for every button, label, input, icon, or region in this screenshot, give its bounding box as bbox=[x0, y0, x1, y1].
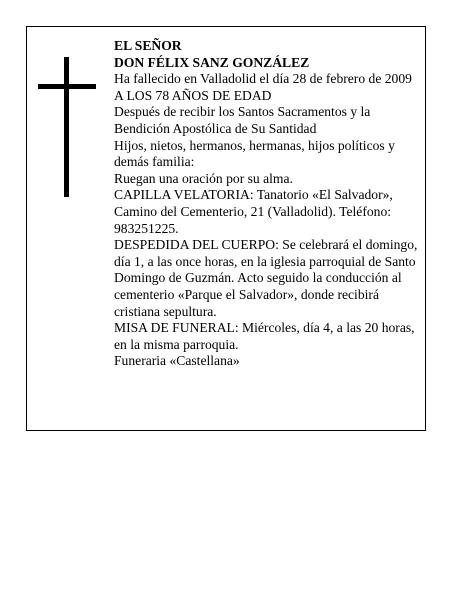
funeral-home-line: Funeraria «Castellana» bbox=[114, 353, 240, 369]
farewell-line: DESPEDIDA DEL CUERPO: Se celebrará el domingo, día 1, a las once horas, en la iglesia parroquial de Santo Domingo de Guzmán. Acto seguido la conducción al cementerio «Parque el Salvador», donde recibirá cristiana sepultura. bbox=[114, 237, 418, 319]
family-line: Hijos, nietos, hermanos, hermanas, hijos políticos y demás familia: bbox=[114, 137, 395, 170]
cross-horizontal-bar bbox=[38, 84, 96, 89]
wake-chapel-line: CAPILLA VELATORIA: Tanatorio «El Salvador», Camino del Cementerio, 21 (Valladolid). Teléfono: 983251225. bbox=[114, 187, 393, 236]
sacraments-line: Después de recibir los Santos Sacramentos y la Bendición Apostólica de Su Santidad bbox=[114, 104, 371, 136]
cross-vertical-bar bbox=[64, 57, 69, 197]
death-date-line: Ha fallecido en Valladolid el día 28 de febrero de 2009 bbox=[114, 71, 412, 87]
prayer-request-line: Ruegan una oración por su alma. bbox=[114, 170, 293, 186]
funeral-mass-line: MISA DE FUNERAL: Miércoles, día 4, a las 20 horas, en la misma parroquia. bbox=[114, 320, 415, 352]
obituary-text-block bbox=[114, 38, 424, 370]
notice-title: EL SEÑOR bbox=[114, 38, 182, 53]
deceased-name: DON FÉLIX SANZ GONZÁLEZ bbox=[114, 54, 310, 70]
age-line: A LOS 78 AÑOS DE EDAD bbox=[114, 87, 272, 103]
